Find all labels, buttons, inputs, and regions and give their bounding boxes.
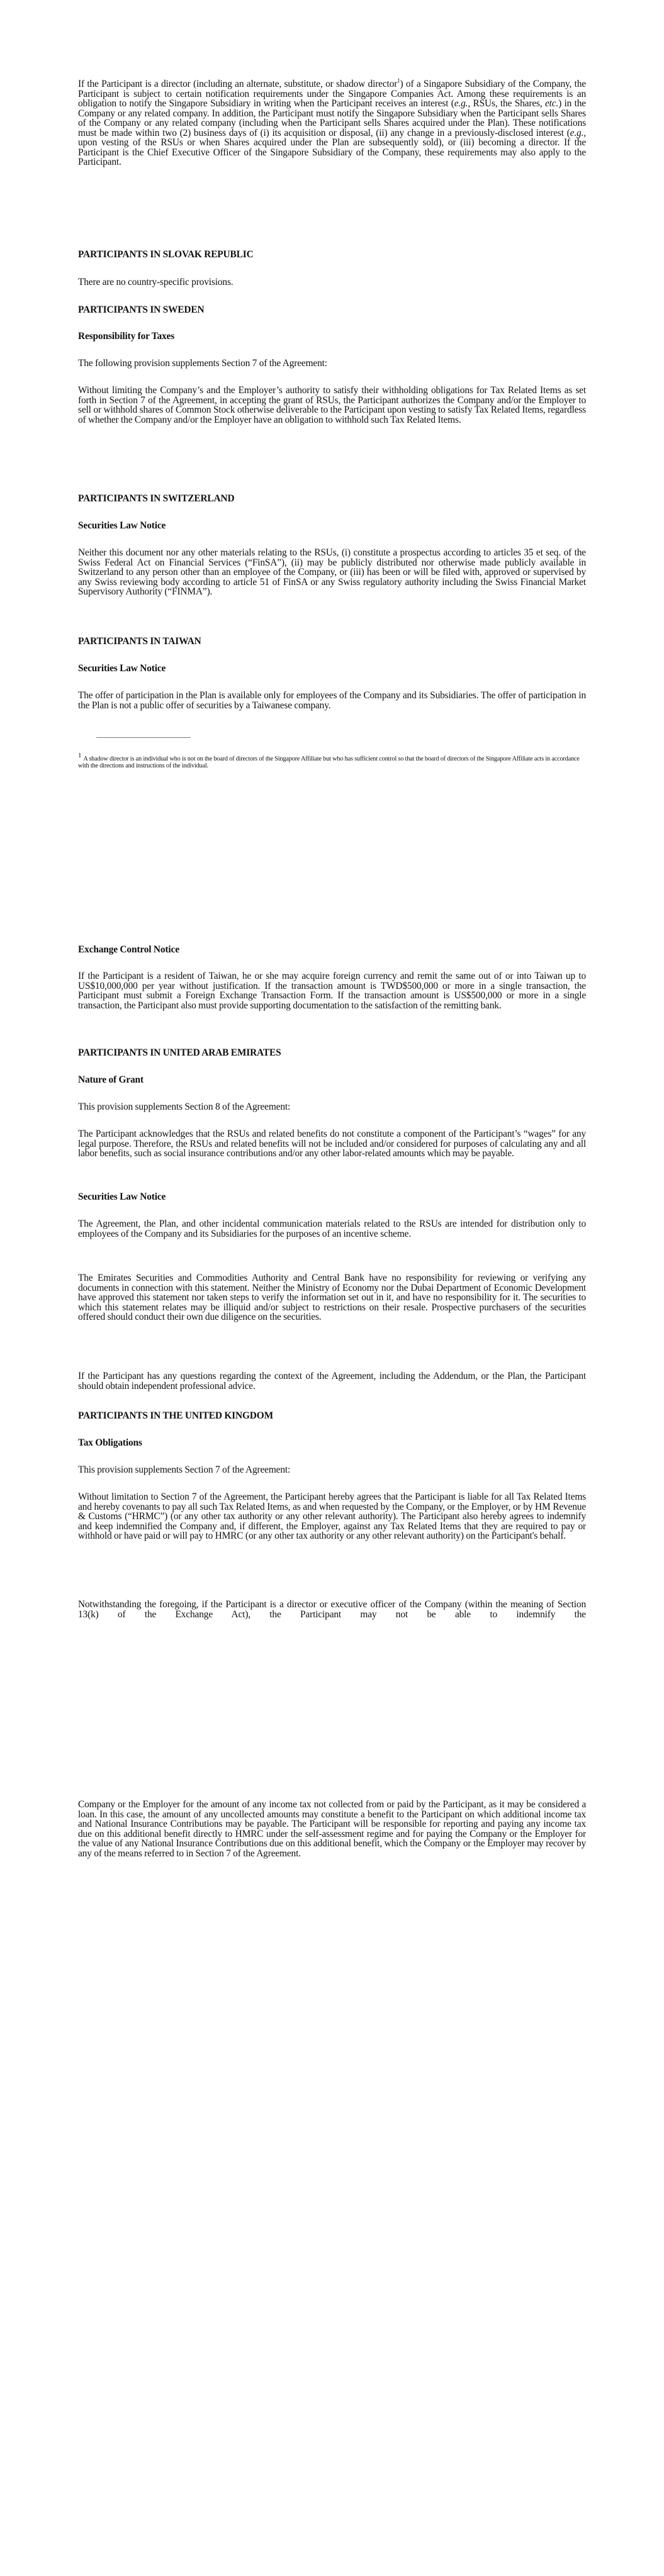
subheading-securities-law-notice: Securities Law Notice — [78, 520, 166, 531]
text-run: ) of a Singapore Subsidiary of the Company, the Participant is subject to certain notification requirements under the Singapore Companies Act. Among these requirements is an obligation to notify the Singapore Subsidiary in writing when the Participant receives an interest ( — [78, 79, 587, 109]
section-heading-sweden: PARTICIPANTS IN SWEDEN — [78, 304, 205, 315]
section-heading-united-kingdom: PARTICIPANTS IN THE UNITED KINGDOM — [78, 1410, 273, 1421]
uk-tax-body-1: Without limitation to Section 7 of the Agreement, the Participant hereby agrees that the Participant is liable for all Tax Related Items and hereby covenants to pay all such Tax Related Items, as and when requested by the Company, or the Employer, or by HM Revenue & Customs (“HRMC”) (or any other tax authority or any other relevant authority). The Participant also hereby agrees to indemnify and keep indemnified the Company and, if different, the Employer, against any Tax Related Items that they are required to pay or withhold or have paid or will pay to HMRC (or any other tax authority or any other relevant authority) on the Participant's behalf. — [78, 1492, 586, 1541]
subheading-exchange-control-notice: Exchange Control Notice — [78, 944, 179, 955]
footnote-separator — [96, 737, 191, 738]
text-run: , RSUs, the Shares, — [468, 98, 545, 109]
section-heading-slovak-republic: PARTICIPANTS IN SLOVAK REPUBLIC — [78, 249, 254, 260]
text-run-italic: etc. — [544, 98, 559, 109]
footnote — [78, 751, 586, 770]
subheading-responsibility-for-taxes: Responsibility for Taxes — [78, 331, 175, 342]
footnote-reference[interactable]: 1 — [397, 77, 400, 84]
subheading-securities-law-notice: Securities Law Notice — [78, 1191, 166, 1202]
section-heading-taiwan: PARTICIPANTS IN TAIWAN — [78, 636, 201, 647]
uae-securities-paragraph-1: The Agreement, the Plan, and other incidental communication materials related to the RSUs are intended for distribution only to employees of the Company and its Subsidiaries for the purposes of an incentive scheme. — [78, 1218, 586, 1239]
text-run: , upon vesting of the RSUs or when Shares acquired under the Plan are subsequently sold), or (iii) becoming a director. If the Participant is the Chief Executive Officer of the Singapore Subsidiary of the Company, these requirements may also apply to the Participant. — [78, 127, 586, 167]
uk-tax-body-2-part-1: Notwithstanding the foregoing, if the Participant is a director or executive officer of the Company (within the meaning of Section 13(k) of the Exchange Act), the Participant may not be able to indemnify the — [78, 1599, 586, 1620]
subheading-tax-obligations: Tax Obligations — [78, 1437, 142, 1448]
taiwan-exchange-body: If the Participant is a resident of Taiwan, he or she may acquire foreign currency and remit the same out of or into Taiwan up to US$10,000,000 per year without justification. If the transaction amount is TWD$500,000 or more in a single transaction, the Participant must submit a Foreign Exchange Transaction Form. If the transaction amount is US$500,000 or more in a single transaction, the Participant also must provide supporting documentation to the satisfaction of the remitting bank. — [78, 971, 586, 1011]
footnote-text: A shadow director is an individual who is not on the board of directors of the Singapore Affiliate but who has sufficient control so that the board of directors of the Singapore Affiliate acts in accordance with the directions and instructions of the individual. — [78, 756, 580, 770]
slovak-body: There are no country-specific provisions. — [78, 277, 234, 287]
subheading-nature-of-grant: Nature of Grant — [78, 1074, 143, 1085]
switzerland-body: Neither this document nor any other materials relating to the RSUs, (i) constitute a prospectus according to articles 35 et seq. of the Swiss Federal Act on Financial Services (“FinSA”), (ii) may be publicly distributed nor otherwise made publicly available in Switzerland to any person other than an employee of the Company, or (iii) has been or will be filed with, approved or supervised by any Swiss reviewing body according to article 51 of FinSA or any Swiss regulatory authority including the Swiss Financial Market Supervisory Authority (“FINMA”). — [78, 547, 586, 597]
sweden-intro: The following provision supplements Section 7 of the Agreement: — [78, 358, 327, 369]
uae-securities-paragraph-3: If the Participant has any questions regarding the context of the Agreement, including the Addendum, or the Plan, the Participant should obtain independent professional advice. — [78, 1371, 586, 1391]
text-run: If the Participant is a director (including an alternate, substitute, or shadow director — [78, 79, 398, 89]
text-run: ) in the Company or any related company. In addition, the Participant must notify the Singapore Subsidiary when the Participant sells Shares of the Company or any related company (including when the Participant sells Shares acquired under the Plan). These notifications must be made within two (2) business days of (i) its acquisition or disposal, (ii) any change in a previously-disclosed interest ( — [78, 98, 586, 138]
text-run-italic: e.g. — [570, 127, 584, 138]
text-run-italic: e.g. — [454, 98, 468, 109]
singapore-director-paragraph — [78, 79, 586, 167]
section-heading-united-arab-emirates: PARTICIPANTS IN UNITED ARAB EMIRATES — [78, 1047, 281, 1058]
uae-nature-body: The Participant acknowledges that the RSUs and related benefits do not constitute a component of the Participant’s “wages” for any legal purpose. Therefore, the RSUs and related benefits will not be included and/or considered for purposes of calculating any and all labor benefits, such as social insurance contributions and/or any other labor-related amounts which may be payable. — [78, 1129, 586, 1159]
uk-tax-body-2-part-2: Company or the Employer for the amount of any income tax not collected from or paid by the Participant, as it may be considered a loan. In this case, the amount of any uncollected amounts may constitute a benefit to the Participant on which additional income tax and National Insurance Contributions may be payable. The Participant will be responsible for reporting and paying any income tax due on this additional benefit directly to HMRC under the self-assessment regime and for paying the Company or the Employer for the value of any National Insurance Contributions due on this additional benefit, which the Company or the Employer may recover by any of the means referred to in Section 7 of the Agreement. — [78, 1799, 586, 1859]
subheading-securities-law-notice: Securities Law Notice — [78, 663, 166, 674]
taiwan-securities-body: The offer of participation in the Plan is available only for employees of the Company and its Subsidiaries. The offer of participation in the Plan is not a public offer of securities by a Taiwanese company. — [78, 690, 586, 711]
uk-intro: This provision supplements Section 7 of the Agreement: — [78, 1464, 291, 1475]
sweden-body: Without limiting the Company’s and the Employer’s authority to satisfy their withholding obligations for Tax Related Items as set forth in Section 7 of the Agreement, in accepting the grant of RSUs, the Participant authorizes the Company and/or the Employer to sell or withhold shares of Common Stock otherwise deliverable to the Participant upon vesting to satisfy Tax Related Items, regardless of whether the Company and/or the Employer have an obligation to withhold such Tax Related Items. — [78, 385, 586, 425]
section-heading-switzerland: PARTICIPANTS IN SWITZERLAND — [78, 493, 235, 504]
uae-nature-intro: This provision supplements Section 8 of the Agreement: — [78, 1101, 291, 1112]
uae-securities-paragraph-2: The Emirates Securities and Commodities Authority and Central Bank have no responsibility for reviewing or verifying any documents in connection with this statement. Neither the Ministry of Economy nor the Dubai Department of Economic Development have approved this statement nor taken steps to verify the information set out in it, and have no responsibility for it. The securities to which this statement relates may be illiquid and/or subject to restrictions on their resale. Prospective purchasers of the securities offered should conduct their own due diligence on the securities. — [78, 1273, 586, 1322]
footnote-marker: 1 — [78, 751, 82, 759]
